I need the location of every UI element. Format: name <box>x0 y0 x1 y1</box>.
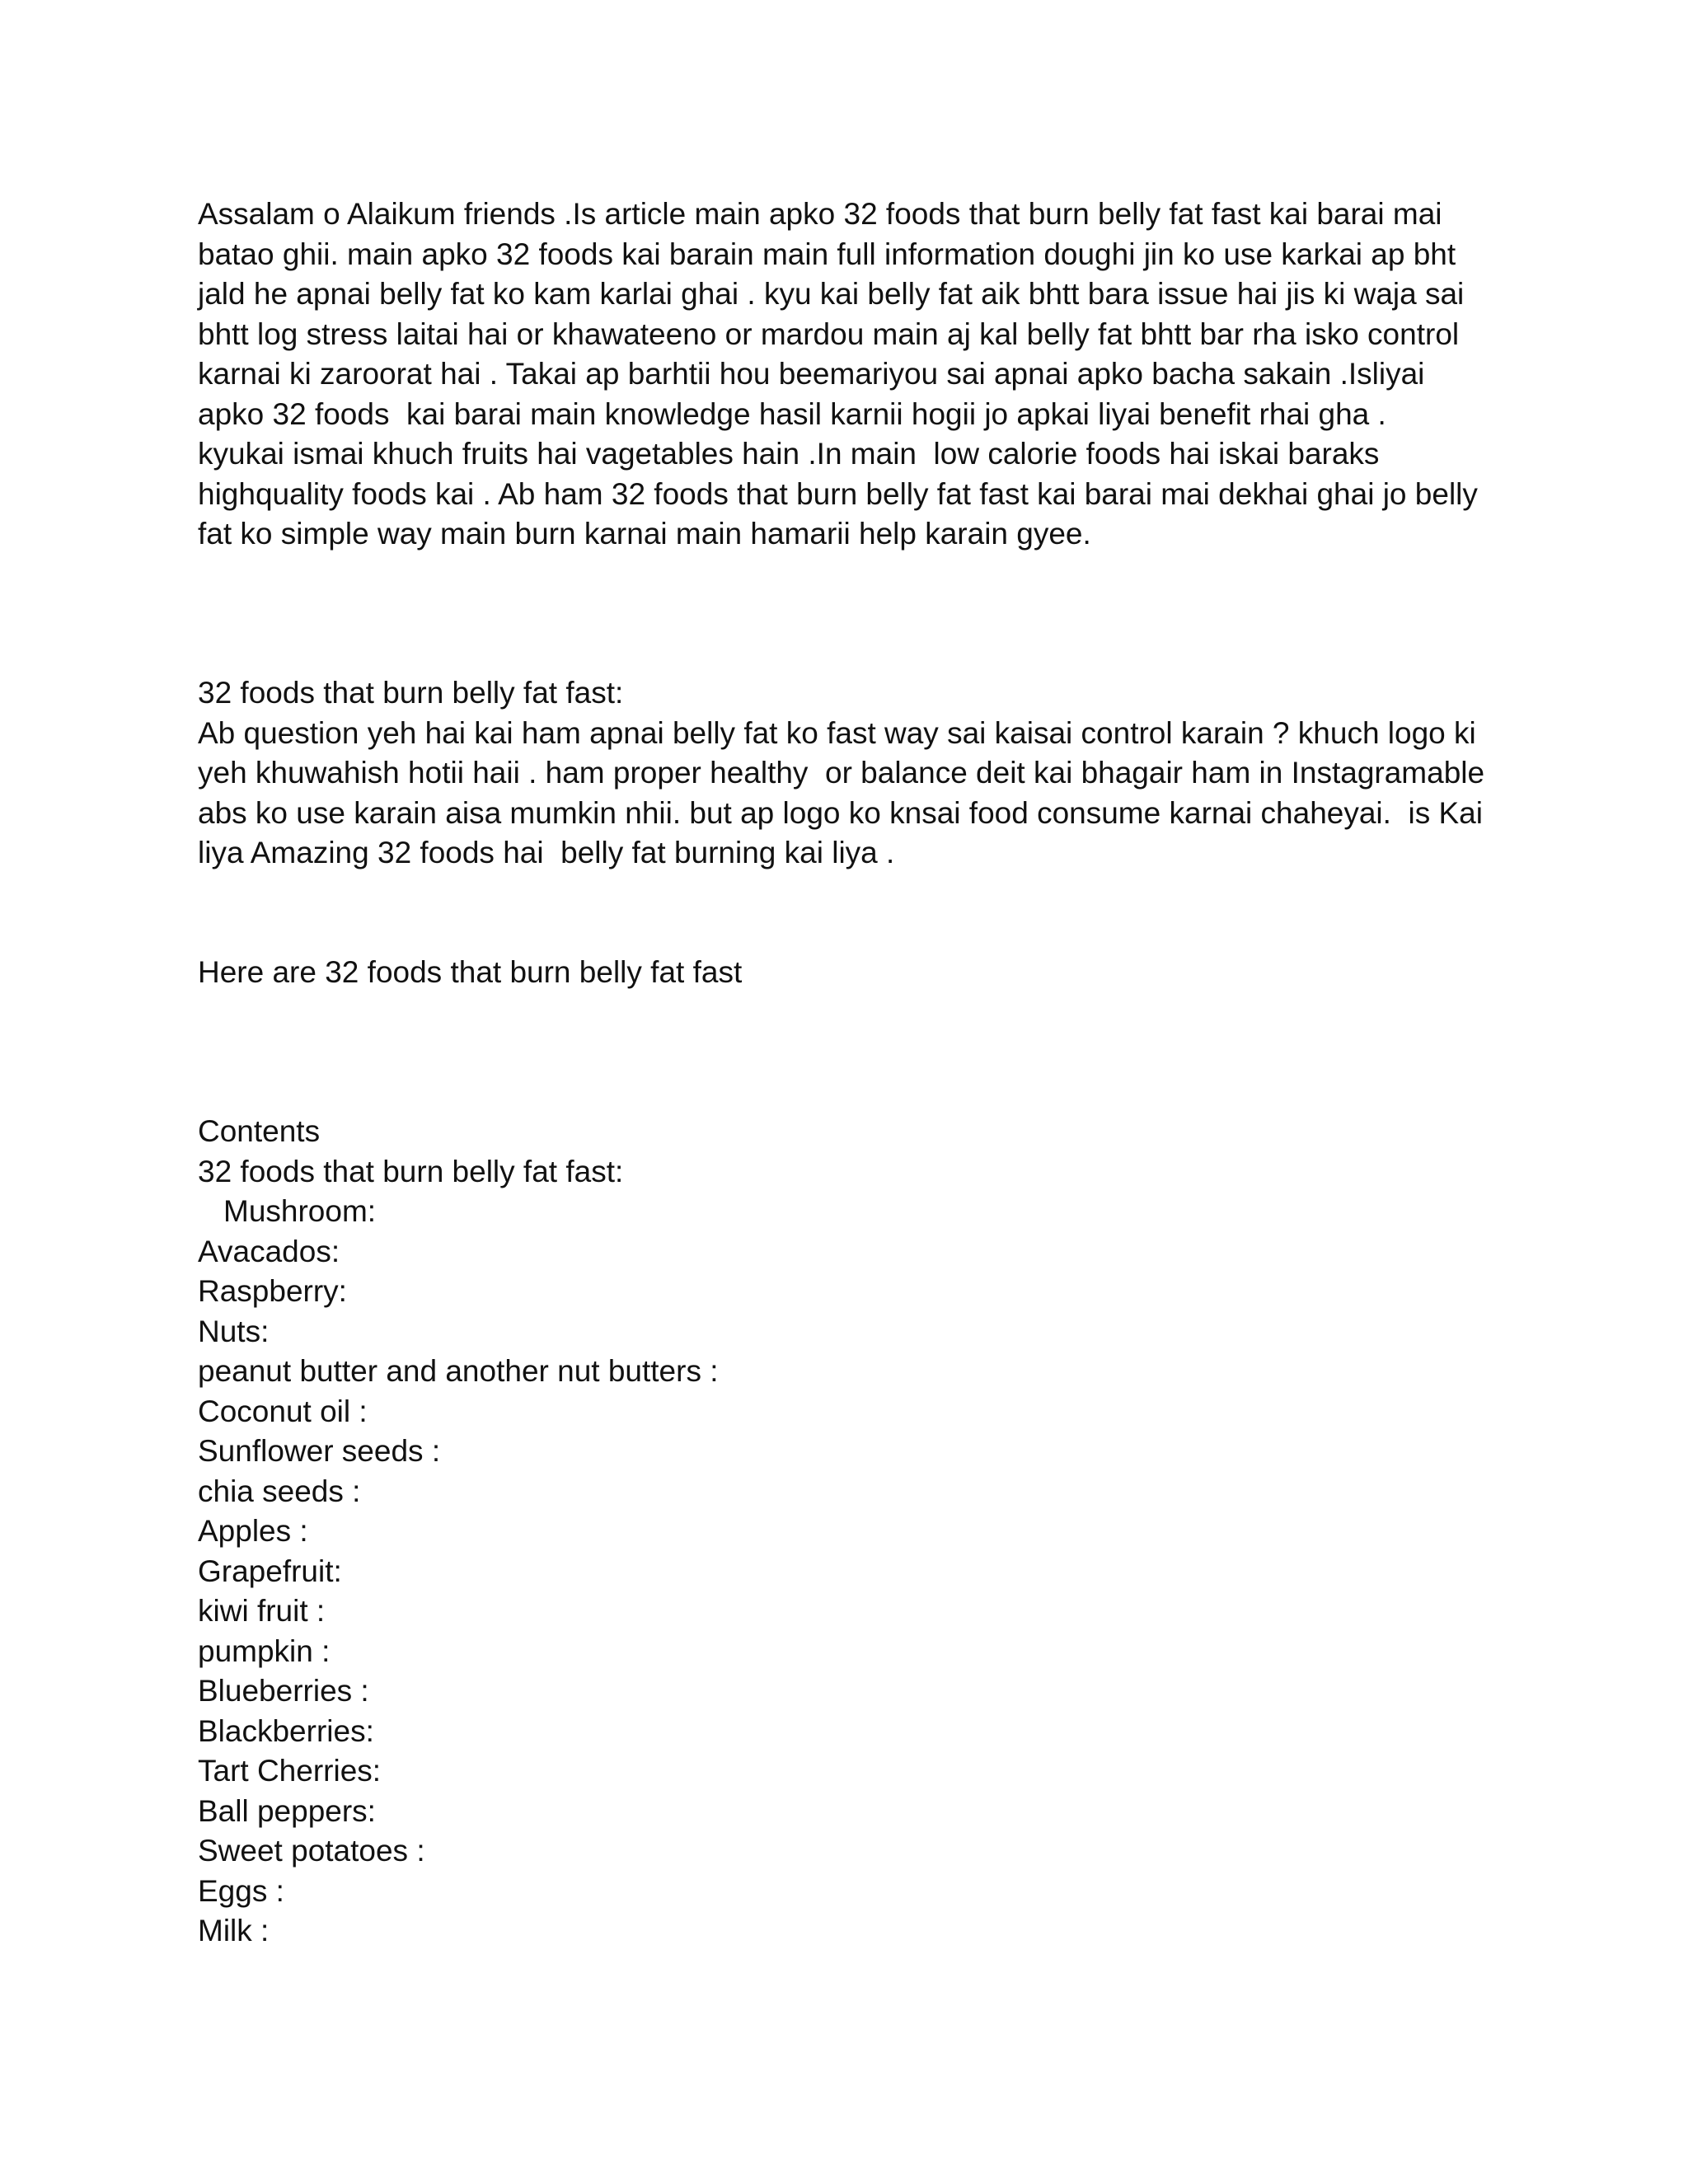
toc-item-link[interactable]: Sunflower seeds : <box>198 1434 441 1468</box>
toc-item-link[interactable]: Coconut oil : <box>198 1394 368 1428</box>
toc-item-link[interactable]: Grapefruit: <box>198 1554 342 1588</box>
section-heading: 32 foods that burn belly fat fast: <box>198 676 624 710</box>
toc-item-link[interactable]: peanut butter and another nut butters : <box>198 1354 719 1388</box>
intro-paragraph <box>198 194 1478 555</box>
section-line: yeh khuwahish hotii haii . ham proper healthy or balance deit kai bhagair ham in Instagramable <box>198 756 1485 790</box>
toc-item-link[interactable]: Apples : <box>198 1514 308 1548</box>
intro-line: highquality foods kai . Ab ham 32 foods that burn belly fat fast kai barai mai dekhai ghai jo belly <box>198 476 1478 511</box>
intro-line: batao ghii. main apko 32 foods kai barain main full information doughi jin ko use karkai ap bht <box>198 237 1456 271</box>
section-line: liya Amazing 32 foods hai belly fat burning kai liya . <box>198 836 895 869</box>
intro-line: kyukai ismai khuch fruits hai vagetables hain .In main low calorie foods hai iskai baraks <box>198 437 1380 471</box>
toc-heading-link[interactable]: 32 foods that burn belly fat fast: <box>198 1154 624 1188</box>
toc-item-link[interactable]: Avacados: <box>198 1234 340 1268</box>
toc-item-link[interactable]: Tart Cherries: <box>198 1754 382 1788</box>
here-text: Here are 32 foods that burn belly fat fast <box>198 955 743 989</box>
intro-line: apko 32 foods kai barai main knowledge hasil karnii hogii jo apkai liyai benefit rhai gha . <box>198 396 1386 431</box>
toc-item-link[interactable]: Blackberries: <box>198 1713 374 1748</box>
toc-item-link[interactable]: chia seeds : <box>198 1474 361 1508</box>
intro-line: bhtt log stress laitai hai or khawateeno or mardou main aj kal belly fat bhtt bar rha isko control <box>198 316 1460 351</box>
contents-title: Contents <box>198 1114 321 1148</box>
toc-item-link[interactable]: Sweet potatoes : <box>198 1834 425 1868</box>
section-line: abs ko use karain aisa mumkin nhii. but ap logo ko knsai food consume karnai chaheyai. is Kai <box>198 795 1483 830</box>
section-block <box>198 673 1484 874</box>
here-paragraph <box>198 953 742 993</box>
toc-item-link[interactable]: Eggs : <box>198 1873 284 1908</box>
intro-line: fat ko simple way main burn karnai main hamarii help karain gyee. <box>198 517 1091 551</box>
toc-item-link[interactable]: Blueberries : <box>198 1674 369 1708</box>
toc-item-link[interactable]: Ball peppers: <box>198 1793 376 1828</box>
intro-line: Assalam o Alaikum friends .Is article main apko 32 foods that burn belly fat fast kai barai mai <box>198 197 1442 231</box>
toc-item-link[interactable]: Nuts: <box>198 1314 270 1348</box>
table-of-contents <box>198 1112 719 1952</box>
intro-line: karnai ki zaroorat hai . Takai ap barhtii hou beemariyou sai apnai apko bacha sakain .Isliyai <box>198 357 1425 391</box>
toc-item-link[interactable]: Mushroom: <box>223 1194 377 1228</box>
toc-item-link[interactable]: kiwi fruit : <box>198 1594 326 1628</box>
toc-item-link[interactable]: Milk : <box>198 1914 270 1947</box>
intro-line: jald he apnai belly fat ko kam karlai ghai . kyu kai belly fat aik bhtt bara issue hai jis ki waja sai <box>198 277 1465 311</box>
toc-item-link[interactable]: pumpkin : <box>198 1633 331 1668</box>
toc-item-link[interactable]: Raspberry: <box>198 1274 347 1308</box>
section-line: Ab question yeh hai kai ham apnai belly fat ko fast way sai kaisai control karain ? khuch logo ki <box>198 715 1476 750</box>
